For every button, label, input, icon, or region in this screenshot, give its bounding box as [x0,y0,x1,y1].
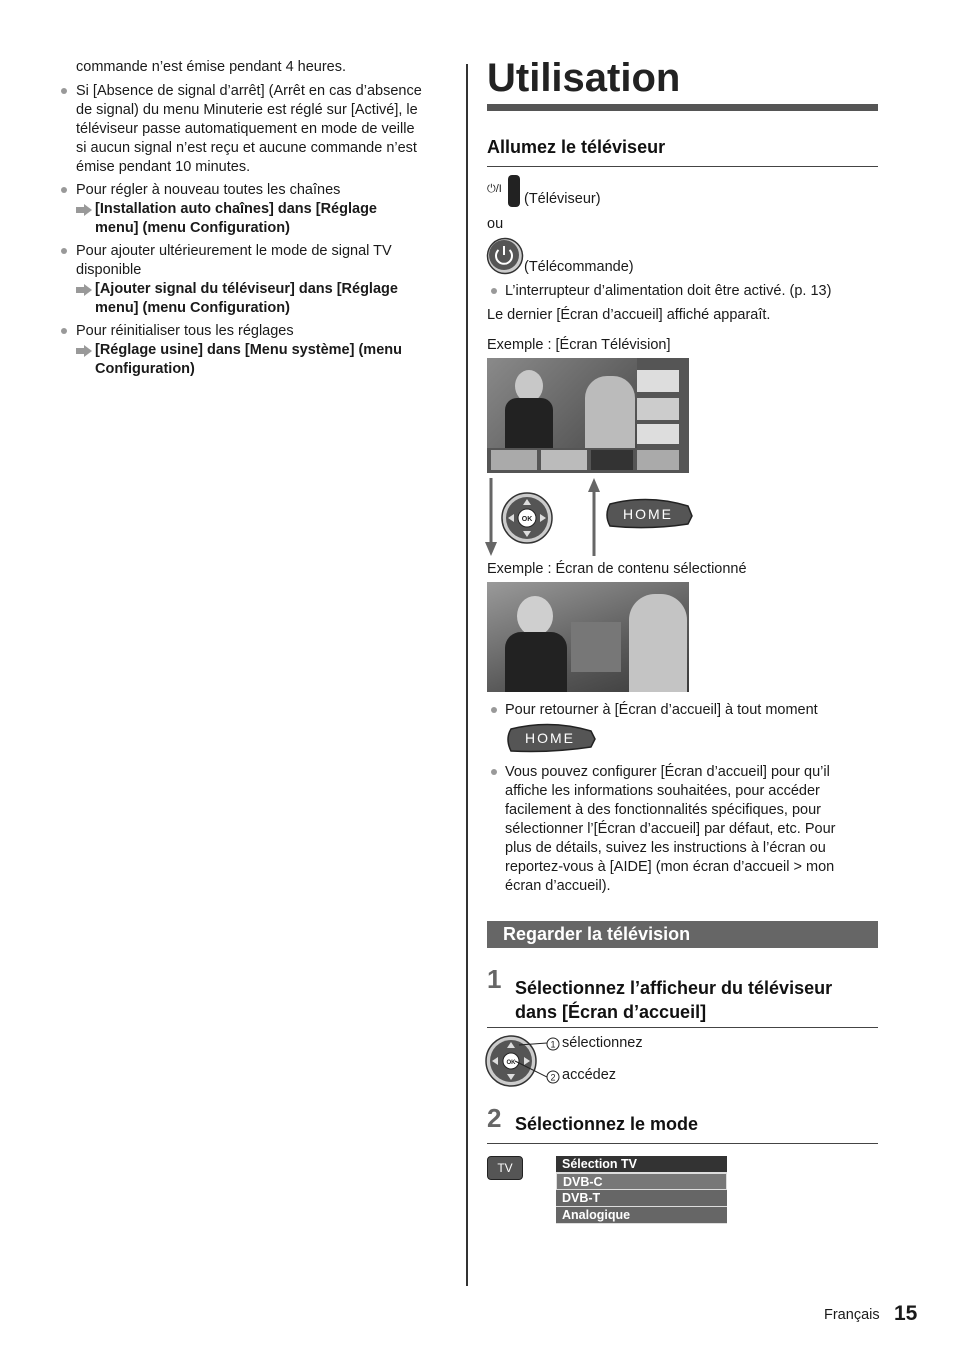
step-1-heading: Sélectionnez l’afficheur du téléviseur dans [Écran d’accueil] [515,978,833,1022]
example-1-label: Exemple : [Écran Télévision] [487,337,671,353]
bullet [61,88,67,94]
select-label: sélectionnez [562,1035,643,1051]
left-continuation: commande n’est émise pendant 4 heures. [76,59,347,75]
left-item-3-ref: [Ajouter signal du téléviseur] dans [Réglage menu] (menu Configuration) [95,281,398,316]
tv-selection-menu [556,1156,727,1224]
config-note: Vous pouvez configurer [Écran d’accueil] pour qu’il affiche les informations souhaitées, pour accéder facilement à des fonctionnalités spécifiques, pour sélectionner l’[Écran d’accueil] par défaut, etc. Pour plus de détails, suivez les instructions à l’écran ou reportez-vous à [AIDE] (mon écran d’accueil > mon écran d’accueil). [505,764,836,894]
arrow-right-icon [76,345,92,357]
menu-option-dvb-t[interactable]: DVB-T [556,1190,727,1207]
circled-number-2-icon [546,1070,560,1084]
heading-rule [487,1143,878,1144]
tv-button: TV [487,1156,523,1180]
home-screen-image [487,358,689,473]
tv-label: (Téléviseur) [524,191,601,207]
svg-text:OK: OK [521,516,533,523]
home-button-icon [505,721,597,757]
left-item-2: Pour régler à nouveau toutes les chaînes [76,182,341,198]
menu-header: Sélection TV [556,1156,727,1173]
page-number: 15 [894,1302,918,1325]
tv-power-button-icon [508,175,520,207]
arrow-up-icon [587,478,601,556]
step-1-number: 1 [487,964,502,994]
heading-rule [487,166,878,167]
content-screen-image [487,582,689,692]
ok-cursor-pad-icon [501,492,553,544]
return-note: Pour retourner à [Écran d’accueil] à tout moment [505,702,818,718]
left-item-2-ref: [Installation auto chaînes] dans [Réglage menu] (menu Configuration) [95,201,377,236]
heading-rule [487,1027,878,1028]
left-item-4: Pour réinitialiser tous les réglages [76,323,294,339]
arrow-down-icon [484,478,498,556]
section-heading-power: Allumez le téléviseur [487,137,666,157]
arrow-right-icon [76,204,92,216]
last-screen-note: Le dernier [Écran d’accueil] affiché apparaît. [487,307,771,323]
bullet [491,707,497,713]
section-bar-watch-tv: Regarder la télévision [487,921,878,948]
ok-cursor-pad-icon [485,1035,547,1087]
remote-label: (Télécommande) [524,259,634,275]
step-2-heading: Sélectionnez le mode [515,1114,699,1134]
column-divider [466,64,468,1286]
svg-text:HOME: HOME [623,506,673,522]
arrow-right-icon [76,284,92,296]
left-item-3: Pour ajouter ultérieurement le mode de signal TV disponible [76,243,392,278]
circled-number-1-icon [546,1037,560,1051]
bullet [491,769,497,775]
left-item-4-ref: [Réglage usine] dans [Menu système] (menu Configuration) [95,342,402,377]
page-title: Utilisation [487,56,681,100]
svg-text:1: 1 [550,1039,556,1050]
home-button-icon [604,496,694,534]
remote-power-button-icon [486,237,524,275]
access-label: accédez [562,1067,617,1083]
svg-text:OK: OK [506,1060,516,1066]
footer-language: Français [824,1307,880,1323]
ou-label: ou [487,216,504,232]
bullet [61,248,67,254]
menu-option-analogique[interactable]: Analogique [556,1207,727,1224]
bullet [61,328,67,334]
power-symbol: ⏻/I [487,183,502,195]
svg-text:2: 2 [550,1072,556,1083]
example-2-label: Exemple : Écran de contenu sélectionné [487,561,747,577]
bullet [61,187,67,193]
svg-text:HOME: HOME [525,730,575,746]
step-2-number: 2 [487,1103,502,1133]
switch-note: L’interrupteur d’alimentation doit être activé. (p. 13) [505,283,832,299]
title-underline [487,104,878,111]
menu-option-dvb-c[interactable]: DVB-C [556,1173,727,1190]
bullet [491,288,497,294]
left-item-1: Si [Absence de signal d’arrêt] (Arrêt en cas d’absence de signal) du menu Minuterie est réglé sur [Activé], le téléviseur passe automatiquement en mode de veille si aucun signal n’est reçu et aucune commande n’est émise pendant 10 minutes. [76,83,422,175]
